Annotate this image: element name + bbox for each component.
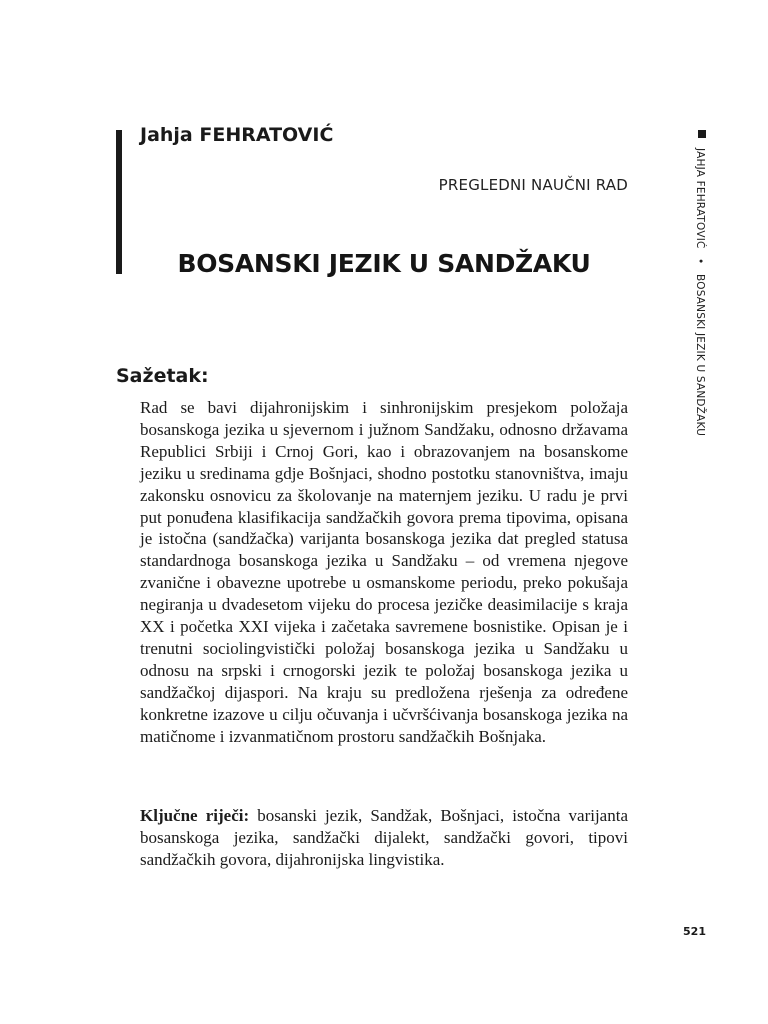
keywords-label: Ključne riječi: [140, 806, 250, 825]
left-accent-rule [116, 130, 122, 274]
keywords-list: bosanski jezik, Sandžak, Bošnjaci, istočna varijanta bosanskoga jezika, sandžački dijalekt, sandžački govori, tipovi sandžačkih govora, dijahronijska lingvistika. [140, 806, 628, 869]
abstract-body: Rad se bavi dijahronijskim i sinhronijskim presjekom položaja bosanskoga jezika u sjevernom i južnom Sandžaku, odnosno državama Republici Srbiji i Crnoj Gori, kao i obrazovanjem na bosanskome jeziku u sredinama gdje Bošnjaci, shodno postotku stanovništva, imaju zakonsku osnovicu za školovanje na maternjem jeziku. U radu je prvi put ponuđena klasifikacija sandžačkih govora prema tipovima, opisana je istočna (sandžačka) varijanta bosanskoga jezika dat pregled statusa standardnoga bosanskoga jezika u Sandžaku – od vremena njegove zvanične i obavezne upotrebe u osmanskome periodu, preko pokušaja negiranja u dvadesetom vijeku do procesa jezičke deasimilacije s kraja XX i početka XXI vijeka i začetaka savremene bosnistike. Opisan je i trenutni sociolingvistički položaj bosanskoga jezika u Sandžaku u odnosu na srpski i crnogorski jezik te položaj bosanskoga jezika u sandžačkoj dijaspori. Na kraju su predložena rješenja za određene konkretne izazove u cilju očuvanja i učvršćivanja bosanskoga jezika na matičnome i izvanmatičnom prostoru sandžačkih Bošnjaka. [140, 398, 628, 746]
paper-type: PREGLEDNI NAUČNI RAD [438, 176, 628, 194]
running-header-title: BOSANSKI JEZIK U SANDŽAKU [694, 274, 706, 437]
running-header-author: JAHJA FEHRATOVIĆ [694, 148, 706, 249]
abstract-heading: Sažetak: [116, 365, 209, 387]
paper-title: BOSANSKI JEZIK U SANDŽAKU [177, 249, 591, 278]
page-number: 521 [683, 925, 706, 938]
running-header [694, 148, 706, 436]
keywords-paragraph [140, 805, 628, 871]
running-header-separator: • [694, 258, 706, 265]
running-header-marker [698, 130, 706, 138]
author-name: Jahja FEHRATOVIĆ [140, 124, 334, 146]
